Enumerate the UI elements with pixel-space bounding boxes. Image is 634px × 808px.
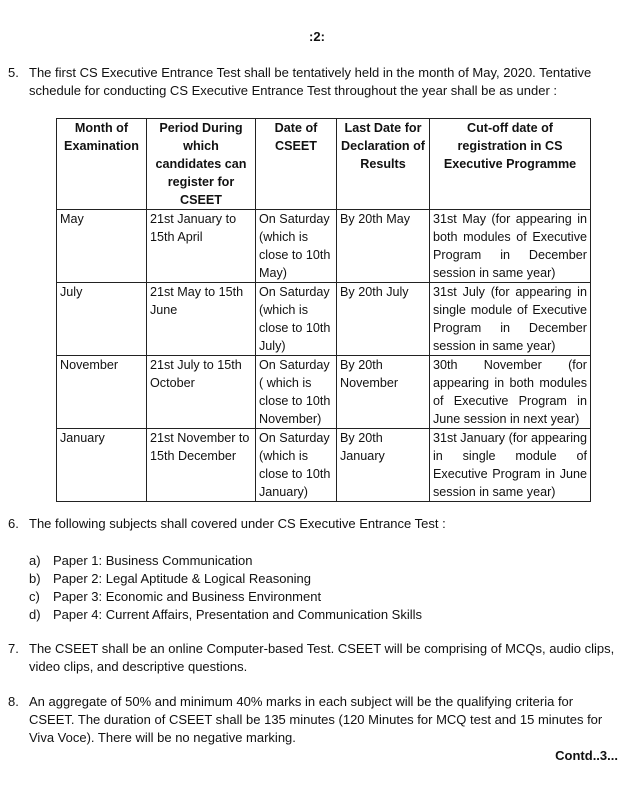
cell-month: January: [57, 429, 147, 502]
section-6-number: 6.: [8, 516, 19, 531]
page-number: :2:: [309, 29, 325, 44]
list-item: [29, 606, 422, 624]
schedule-table: [56, 118, 591, 502]
section-5-text: The first CS Executive Entrance Test shall be tentatively held in the month of May, 2020. Tentative schedule for conducting CS Executive Entrance Test throughout the year shall be as under :: [29, 65, 592, 98]
cell-result-date: By 20th November: [337, 356, 430, 429]
cell-cutoff: 30th November (for appearing in both modules of Executive Program in June session in next year): [430, 356, 591, 429]
continued-note: Contd..3...: [555, 748, 618, 763]
section-8-number: 8.: [8, 694, 19, 709]
section-6: [8, 515, 620, 533]
subject-list: [29, 552, 422, 624]
cell-date: On Saturday (which is close to 10th January): [256, 429, 337, 502]
list-item-label: c): [29, 589, 40, 604]
cell-result-date: By 20th July: [337, 283, 430, 356]
list-item-label: a): [29, 553, 41, 568]
cell-period: 21st July to 15th October: [147, 356, 256, 429]
header-period: Period During which candidates can register for CSEET: [147, 119, 256, 210]
cell-month: November: [57, 356, 147, 429]
cell-period: 21st May to 15th June: [147, 283, 256, 356]
list-item: [29, 588, 422, 606]
cell-date: On Saturday (which is close to 10th May): [256, 210, 337, 283]
header-result-date: Last Date for Declaration of Results: [337, 119, 430, 210]
cell-result-date: By 20th January: [337, 429, 430, 502]
list-item-text: Paper 4: Current Affairs, Presentation and Communication Skills: [53, 607, 422, 622]
cell-cutoff: 31st July (for appearing in single module of Executive Program in December session in same year): [430, 283, 591, 356]
list-item: [29, 552, 422, 570]
table-row: [57, 283, 591, 356]
list-item-text: Paper 1: Business Communication: [53, 553, 253, 568]
cell-month: May: [57, 210, 147, 283]
table-row: [57, 356, 591, 429]
cell-date: On Saturday ( which is close to 10th November): [256, 356, 337, 429]
table-row: [57, 210, 591, 283]
list-item-text: Paper 2: Legal Aptitude & Logical Reasoning: [53, 571, 312, 586]
table-header-row: [57, 119, 591, 210]
section-5: [8, 64, 620, 100]
header-month: Month of Examination: [57, 119, 147, 210]
cell-date: On Saturday (which is close to 10th July): [256, 283, 337, 356]
section-8: [8, 693, 620, 747]
section-7: [8, 640, 620, 676]
cell-cutoff: 31st January (for appearing in single module of Executive Program in June session in same year): [430, 429, 591, 502]
list-item-label: b): [29, 571, 41, 586]
list-item-text: Paper 3: Economic and Business Environment: [53, 589, 322, 604]
list-item: [29, 570, 422, 588]
section-7-text: The CSEET shall be an online Computer-based Test. CSEET will be comprising of MCQs, audio clips, video clips, and descriptive questions.: [29, 641, 615, 674]
cell-cutoff: 31st May (for appearing in both modules of Executive Program in December session in same year): [430, 210, 591, 283]
section-7-number: 7.: [8, 641, 19, 656]
section-6-text: The following subjects shall covered under CS Executive Entrance Test :: [29, 516, 446, 531]
header-date: Date of CSEET: [256, 119, 337, 210]
table-row: [57, 429, 591, 502]
section-8-text: An aggregate of 50% and minimum 40% marks in each subject will be the qualifying criteria for CSEET. The duration of CSEET shall be 135 minutes (120 Minutes for MCQ test and 15 minutes for Viva Voce). There will be no negative marking.: [29, 694, 603, 745]
cell-period: 21st January to 15th April: [147, 210, 256, 283]
cell-result-date: By 20th May: [337, 210, 430, 283]
header-cutoff: Cut-off date of registration in CS Executive Programme: [430, 119, 591, 210]
cell-period: 21st November to 15th December: [147, 429, 256, 502]
cell-month: July: [57, 283, 147, 356]
section-5-number: 5.: [8, 65, 19, 80]
list-item-label: d): [29, 607, 41, 622]
